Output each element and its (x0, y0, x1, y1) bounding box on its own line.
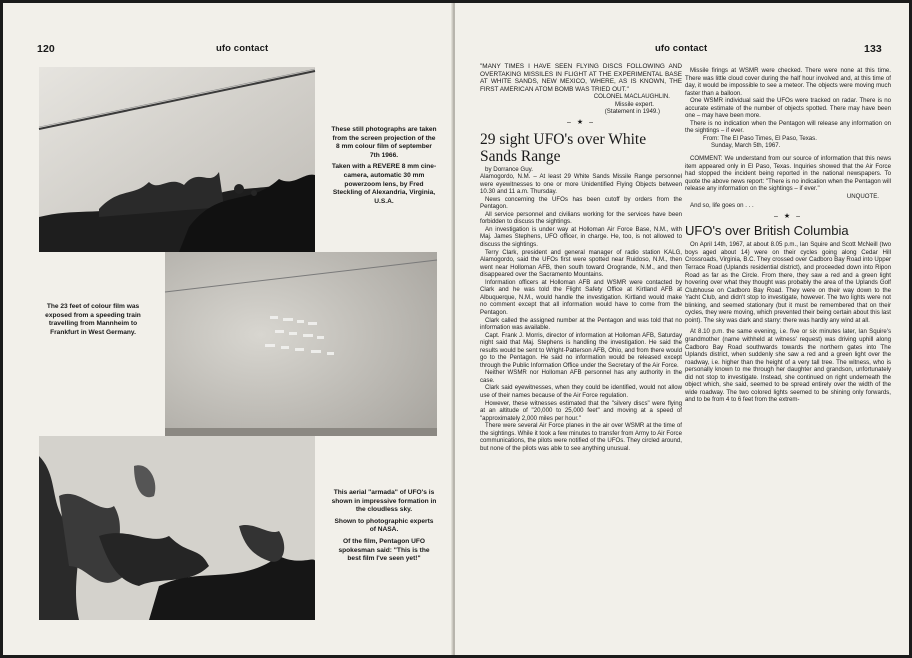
article1-paragraph: However, these witnesses estimated that the "silvery discs" were flying at an altitude of "20,000 to 25,000 feet" and moving at a speed of "approximately 2,000 miles per hour." (480, 399, 682, 422)
quote-attribution-name: COLONEL MACLAUGHLIN. (593, 93, 670, 101)
editor-comment: COMMENT: We understand from our source of information that this news item appeared only in El Paso, Texas. Inquiries showed that the Air Force had stopped the incident being reported in the national newspapers. To quote the above news report: "There is no indication when the Pentagon will release any information on the sightings – if ever." (685, 155, 891, 193)
article1-paragraph: Clark said eyewitnesses, when they could be identified, would not allow use of their names because of the Air Force regulation. (480, 384, 682, 399)
article1-paragraph: News concerning the UFOs has been cutoff by orders from the Pentagon. (480, 195, 682, 211)
caption-bottom (331, 489, 437, 567)
caption-bottom-p1: This aerial "armada" of UFO's is shown in impressive formation in the cloudless sky. (331, 489, 437, 514)
separator-star-1: – ★ – (567, 119, 595, 127)
page-number-left: 120 (37, 43, 55, 55)
article1-paragraph: All service personnel and civilians working for the services have been forbidden to discuss the sightings. (480, 210, 682, 226)
film-still-photo-3 (39, 436, 315, 620)
article1-paragraph: Alamogordo, N.M. – At least 29 White Sands Missile Range personnel were eyewitnesses to one or more Unidentified Flying Objects between 10.30 and 11 a.m. Thursday. (480, 173, 682, 196)
article1-paragraph: Clark called the assigned number at the Pentagon and was told that no information was available. (480, 316, 682, 332)
quote-attribution-title: Missile expert. (615, 100, 654, 108)
text-column-1 (480, 63, 682, 452)
film-still-photo-1 (39, 67, 315, 252)
right-page (455, 3, 909, 655)
article1-paragraph: An investigation is under way at Holloman Air Force Base, N.M., with Maj. James Stephens, UFO officer, in charge. He, too, is not allowed to discuss the sightings. (480, 225, 682, 249)
left-page (3, 3, 453, 655)
article-source: From: The El Paso Times, El Paso, Texas. (703, 134, 817, 142)
caption-bottom-p2: Shown to photographic experts of NASA. (334, 517, 434, 534)
running-head-right: ufo contact (655, 43, 708, 54)
article1-paragraph: Missile firings at WSMR were checked. There were none at this time. There was little cloud cover during the half hour involved and, at this time of day, it would be impossible to see a meteor. The objects were moving much faster than a balloon. (685, 67, 891, 97)
unquote: UNQUOTE. (846, 192, 879, 200)
article1-paragraph: Terry Clark, president and general manager of radio station KALG, Alamogordo, said the UFOs first were spotted near Ruidoso, N.M., then went near Holloman AFB, then south toward Orogrande, N.M., and then disappeared over the Sacramento Mountains. (480, 248, 682, 279)
text-column-2 (685, 67, 891, 404)
article1-paragraph: Information officers at Holloman AFB and WSMR were contacted by Clark and he was told the Flight Safety Office at Kirtland AFB at Albuquerque, N.M., would handle the investigation. Kirtland would make no comment except that all information would have to come from the Pentagon. (480, 278, 682, 316)
caption-bottom-p3: Of the film, Pentagon UFO spokesman said: "This is the best film I've seen yet!" (338, 537, 430, 563)
page-number-right: 133 (864, 43, 882, 55)
article1-paragraph: One WSMR individual said the UFOs were tracked on radar. There is no accurate estimate of the number of objects spotted. There may have been one – may have been more. (685, 97, 891, 120)
life-goes-on: And so, life goes on . . . (690, 202, 754, 210)
caption-middle-text: The 23 feet of colour film was exposed from a speeding train travelling from Mannheim to Frankfurt in West Germany. (45, 303, 141, 336)
article1-paragraph: There were several Air Force planes in the air over WSMR at the time of the sightings. While it took a few minutes to transfer from Army to Air Force communications, the pilots were notified of the UFOs. They circled around, but none of the pilots was able to see anything unusual. (480, 422, 682, 452)
missile-quote: "MANY TIMES I HAVE SEEN FLYING DISCS FOLLOWING AND OVERTAKING MISSILES IN FLIGHT AT THE EXPERIMENTAL BASE AT WHITE SANDS, NEW MEXICO, WHERE, AS IS KNOWN, THE FIRST AMERICAN ATOM BOMB WAS TRIED OUT." (480, 63, 682, 93)
article-headline-british-columbia: UFO's over British Columbia (685, 223, 849, 239)
article-headline-white-sands: 29 sight UFO's over White Sands Range (480, 130, 647, 165)
caption-top-p2: Taken with a REVERE 8 mm cine-camera, automatic 30 mm powerzoom lens, by Fred Steckling of Alexandria, Virginia, U.S.A. (331, 163, 437, 205)
caption-top-p1: These still photographs are taken from the screen projection of the 8 mm colour film of september 7th 1966. (331, 126, 437, 159)
article1-paragraph: There is no indication when the Pentagon will release any information on the sightings – if ever. (685, 119, 891, 135)
article2-paragraph: On April 14th, 1967, at about 8.05 p.m., Ian Squire and Scott McNeill (two boys aged about 14) were on their cycles going along Cedar Hill Crossroads, Virginia, B.C. They crossed over Cadboro Bay Road into Upper Terrace Road (Uplands residential district), and proceeded down into Ripon Road as far as the Circle. From there, they saw a red and a green light hovering over what they thought was probably the area of the Uplands Golf Clubhouse on Cadboro Bay Road. They were on their way down to the Yacht Club, and didn't stop to investigate, however. The two lights were not blinking, and seemed stationary (but it must be remembered that on their cycles, they were moving, which prevented their being certain about this last point). The sky was dark and starry: there was hardly any wind at all. (685, 241, 891, 324)
article1-paragraph: Capt. Frank J. Morris, director of information at Holloman AFB, Saturday night said that Maj. Stephens is handling the investigation. He said the results would be sent to Wright-Patterson AFB, Ohio, and from there would go to the Pentagon. He said no information would be released except through the Public Information Office under the Secretary of the Air Force. (480, 331, 682, 369)
film-still-photo-2 (165, 252, 437, 436)
running-head-left: ufo contact (216, 43, 269, 54)
article-source-date: Sunday, March 5th, 1967. (711, 142, 781, 150)
caption-middle (39, 303, 147, 340)
article-byline: by Dorrance Guy. (485, 165, 534, 173)
magazine-spread (3, 3, 909, 655)
quote-attribution-date: (Statement in 1949.) (604, 108, 660, 116)
article2-paragraph: At 8.10 p.m. the same evening, i.e. five or six minutes later, Ian Squire's grandmother (name withheld at witness' request) was driving uphill along Cadboro Bay Road southwards towards the northern gates into The Uplands district, when suddenly she saw a red and a green light over the roadway, i.e. higher than the height of a very tall tree. The witness, who is personally known to me through her daughter and grandson, unfortunately did not stop to investigate. Instead, she continued on right underneath the object which, she said, seemed to be spread entirely over the width of the wide roadway. The two colored lights seemed to be shining only forwards, and to be from 4 to 6 feet from the extrem- (685, 328, 891, 404)
caption-top (331, 126, 437, 209)
separator-star-2: – ★ – (774, 212, 802, 220)
article1-paragraph: Neither WSMR nor Holloman AFB personnel has any authority in the case. (480, 369, 682, 384)
